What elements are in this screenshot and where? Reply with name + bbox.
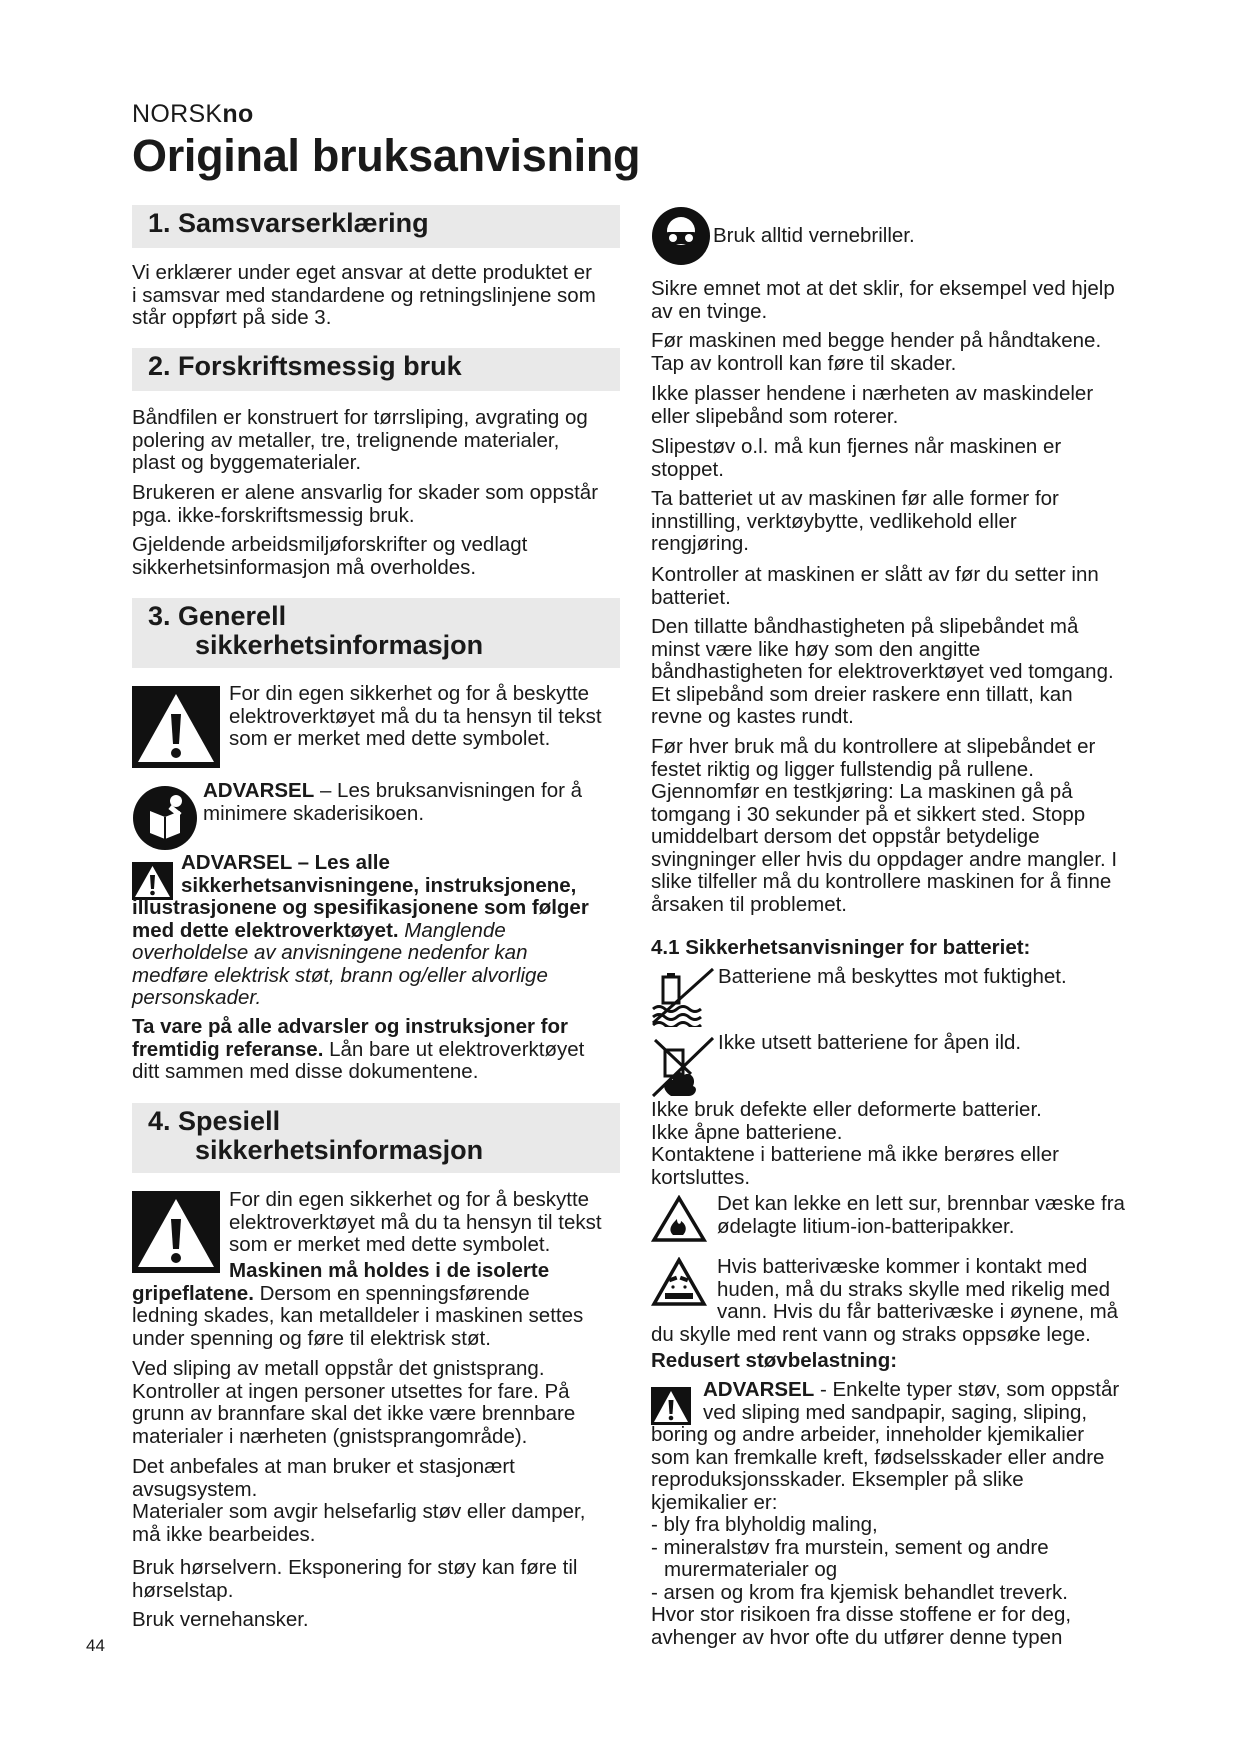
acid-text: Hvis batterivæske kommer i kontakt med huden, må du straks skylle med rikelig med vann. Hvis du får batterivæske i øynene, må du skylle med rent vann og straks oppsøke lege. <box>651 1255 1119 1346</box>
s4-hold-insulated: Maskinen må holdes i de isolerte gripeflatene. Dersom en spenningsførende ledning skades, kan metalldeler i maskinen settes under spenning og føre til elektrisk støt. <box>132 1259 584 1350</box>
list-item: - bly fra blyholdig maling, <box>651 1513 878 1536</box>
list-item: - mineralstøv fra murstein, sement og andre <box>651 1535 1049 1559</box>
s4-symbol-text: For din egen sikkerhet og for å beskytte elektroverktøyet må du ta hensyn til tekst som er merket med dette symbolet. <box>229 1188 602 1256</box>
right-paragraph-2: Før maskinen med begge hender på håndtakene. Tap av kontroll kan føre til skader. <box>651 329 1102 375</box>
right-paragraph-8: Før hver bruk må du kontrollere at slipebåndet er festet riktig og ligger fullstendig på rullene. Gjennomfør en testkjøring: La maskinen gå på tomgang i 30 sekunder på et sikkert sted. Stopp umiddelbart dersom det oppstår betydelige svingninger eller hvis du oppdager andre mangler. I slike tilfeller må du kontrollere maskinen for å finne årsaken til problemet. <box>651 735 1118 916</box>
fire-text: Ikke utsett batteriene for åpen ild. <box>718 1031 1022 1054</box>
s3-general-warning: ADVARSEL – Les alle sikkerhetsanvisningene, instruksjonene, illustrasjonene og spesifikasjonene som følger med dette elektroverktøyet. Manglende overholdelse av anvisningene nedenfor kan medføre elektrisk støt, brann og/eller alvorlige personskader. <box>132 851 589 1009</box>
s4-ear-protection: Bruk hørselvern. Eksponering for støy kan føre til hørselstap. <box>132 1556 578 1602</box>
no-moisture-icon <box>651 965 715 1027</box>
safety-goggles-icon <box>651 206 711 266</box>
s2-paragraph-3: Gjeldende arbeidsmiljøforskrifter og vedlagt sikkerhetsinformasjon må overholdes. <box>132 533 528 579</box>
section-heading-4: 4. Spesiell sikkerhetsinformasjon <box>132 1103 620 1173</box>
section-heading-1: 1. Samsvarserklæring <box>132 205 620 248</box>
leak-text: Det kan lekke en lett sur, brennbar væske fra ødelagte litium-ion-batteripakker. <box>717 1192 1125 1238</box>
section-heading-2: 2. Forskriftsmessig bruk <box>132 348 620 391</box>
s4-gloves: Bruk vernehansker. <box>132 1608 309 1631</box>
language-code: no <box>222 100 254 128</box>
right-paragraph-1: Sikre emnet mot at det sklir, for eksempel ved hjelp av en tvinge. <box>651 277 1115 323</box>
s4-sparks: Ved sliping av metall oppstår det gnistsprang. Kontroller at ingen personer utsettes for fare. På grunn av brannfare skal det ikke være brennbare materialer i nærheten (gnistsprangområde). <box>132 1357 576 1448</box>
list-item: murermaterialer og <box>664 1558 838 1581</box>
list-item: - arsen og krom fra kjemisk behandlet treverk. <box>651 1580 1068 1604</box>
right-paragraph-4: Slipestøv o.l. må kun fjernes når maskinen er stoppet. <box>651 435 1062 481</box>
page-number: 44 <box>86 1636 105 1655</box>
s2-paragraph-2: Brukeren er alene ansvarlig for skader som oppstår pga. ikke-forskriftsmessig bruk. <box>132 481 599 527</box>
s3-read-warning: ADVARSEL – Les bruksanvisningen for å minimere skaderisikoen. <box>203 779 583 825</box>
section-heading-3: 3. Generell sikkerhetsinformasjon <box>132 598 620 668</box>
language-name: NORSK <box>132 100 223 128</box>
no-fire-icon <box>651 1034 715 1098</box>
right-paragraph-6: Kontroller at maskinen er slått av før du setter inn batteriet. <box>651 563 1099 609</box>
s2-paragraph-1: Båndfilen er konstruert for tørrsliping, avgrating og polering av metaller, tre, trelignende materialer, plast og byggematerialer. <box>132 406 588 474</box>
s3-symbol-text: For din egen sikkerhet og for å beskytte elektroverktøyet må du ta hensyn til tekst som er merket med dette symbolet. <box>229 682 602 750</box>
s4-suction: Det anbefales at man bruker et stasjonært avsugsystem. Materialer som avgir helsefarlig støv eller damper, må ikke bearbeides. <box>132 1455 586 1546</box>
battery-heading: 4.1 Sikkerhetsanvisninger for batteriet: <box>651 936 1031 959</box>
right-paragraph-7: Den tillatte båndhastigheten på slipebåndet må minst være like høy som den angitte båndhastigheten for elektroverktøyet ved tomgang. Et slipebånd som dreier raskere enn tillatt, kan revne og kastes rundt. <box>651 615 1114 728</box>
language-label <box>132 100 254 129</box>
s1-text: Vi erklærer under eget ansvar at dette produktet er i samsvar med standardene og retningslinjene som står oppført på side 3. <box>132 261 596 329</box>
read-manual-icon <box>132 785 198 851</box>
s3-keep-instructions: Ta vare på alle advarsler og instruksjoner for fremtidig referanse. Lån bare ut elektroverktøyet ditt sammen med disse dokumentene. <box>132 1015 585 1083</box>
goggles-text: Bruk alltid vernebriller. <box>713 224 915 247</box>
battery-rules: Ikke bruk defekte eller deformerte batterier. Ikke åpne batteriene. Kontaktene i batteriene må ikke berøres eller kortsluttes. <box>651 1098 1059 1189</box>
warning-triangle-icon <box>132 686 220 768</box>
flammable-icon <box>651 1195 707 1243</box>
dust-heading: Redusert støvbelastning: <box>651 1349 898 1372</box>
page-title: Original bruksanvisning <box>132 130 641 181</box>
dust-warning: ADVARSEL - Enkelte typer støv, som oppstår ved sliping med sandpapir, saging, sliping, boring og andre arbeider, inneholder kjemikalier som kan fremkalle kreft, fødselsskader eller andre reproduksjonsskader. Eksempler på slike kjemikalier er: - bly fra blyholdig maling, - mineralstøv fra murstein, sement og andre murermaterialer og - arsen og krom fra kjemisk behandlet treverk. Hvor stor risikoen fra disse stoffene er for deg, avhenger av hvor ofte du utfører denne typen <box>651 1379 1151 1649</box>
moisture-text: Batteriene må beskyttes mot fuktighet. <box>718 965 1067 988</box>
right-paragraph-3: Ikke plasser hendene i nærheten av maskindeler eller slipebånd som roterer. <box>651 382 1094 428</box>
right-paragraph-5: Ta batteriet ut av maskinen før alle former for innstilling, verktøybytte, vedlikehold eller rengjøring. <box>651 487 1059 555</box>
corrosive-icon <box>651 1257 707 1307</box>
